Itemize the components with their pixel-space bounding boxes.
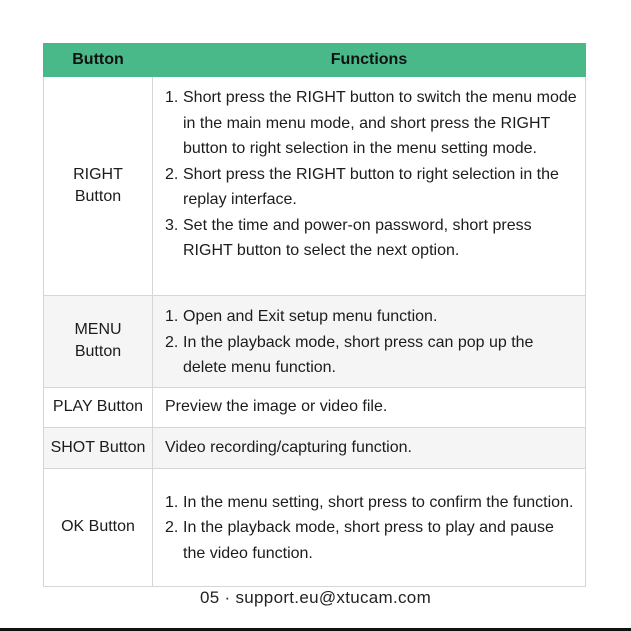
page-footer — [0, 588, 631, 608]
header-button: Button — [44, 44, 153, 77]
button-name-line: OK Button — [61, 518, 135, 535]
function-cell — [153, 387, 586, 427]
button-name-cell — [44, 387, 153, 427]
button-name-cell — [44, 468, 153, 586]
button-name-line: Button — [74, 343, 122, 361]
table-row-play — [44, 387, 586, 427]
list-text: Short press the RIGHT button to right selection in the replay interface. — [183, 165, 559, 208]
list-item — [165, 490, 577, 516]
button-name-cell — [44, 296, 153, 388]
footer-separator: · — [224, 588, 231, 607]
function-cell — [153, 77, 586, 296]
button-name-cell — [44, 427, 153, 468]
function-list — [165, 85, 577, 264]
function-list — [165, 304, 577, 381]
list-item — [165, 330, 577, 381]
button-name-line: MENU — [74, 321, 122, 339]
function-text: Preview the image or video file. — [165, 398, 388, 415]
button-functions-table — [43, 43, 586, 587]
button-name-line: SHOT Button — [50, 438, 146, 456]
support-email: support.eu@xtucam.com — [235, 588, 432, 607]
list-number: 1. — [165, 308, 179, 325]
list-text: Set the time and power-on password, short press RIGHT button to select the next option. — [183, 216, 532, 259]
list-number: 2. — [165, 519, 179, 537]
table-row-ok — [44, 468, 586, 586]
table-row-shot — [44, 427, 586, 468]
list-item — [165, 304, 577, 330]
function-list — [165, 490, 577, 567]
list-text: In the menu setting, short press to confirm the function. — [183, 493, 574, 511]
button-name-line: Button — [74, 188, 122, 205]
list-text: Open and Exit setup menu function. — [183, 308, 438, 325]
function-text: Video recording/capturing function. — [165, 438, 412, 456]
list-number: 2. — [165, 165, 179, 183]
list-item — [165, 213, 577, 264]
header-functions: Functions — [153, 44, 586, 77]
list-text: In the playback mode, short press to play and pause the video function. — [183, 519, 554, 562]
list-number: 3. — [165, 216, 179, 234]
list-item — [165, 515, 577, 566]
list-number: 1. — [165, 89, 179, 106]
function-cell — [153, 468, 586, 586]
function-cell — [153, 296, 586, 388]
list-text: Short press the RIGHT button to switch the menu mode in the main menu mode, and short press the RIGHT button to right selection in the menu setting mode. — [183, 89, 577, 157]
list-number: 1. — [165, 493, 179, 511]
page-number: 05 — [199, 588, 220, 607]
button-name-cell — [44, 77, 153, 296]
list-item — [165, 85, 577, 162]
list-number: 2. — [165, 333, 179, 351]
button-name-line: RIGHT — [73, 166, 123, 183]
table-row-menu — [44, 296, 586, 388]
list-item — [165, 162, 577, 213]
table-row-right — [44, 77, 586, 296]
list-text: In the playback mode, short press can pop up the delete menu function. — [183, 333, 534, 376]
button-name-line: PLAY Button — [52, 398, 144, 415]
table-header-row — [44, 44, 586, 77]
function-cell — [153, 427, 586, 468]
